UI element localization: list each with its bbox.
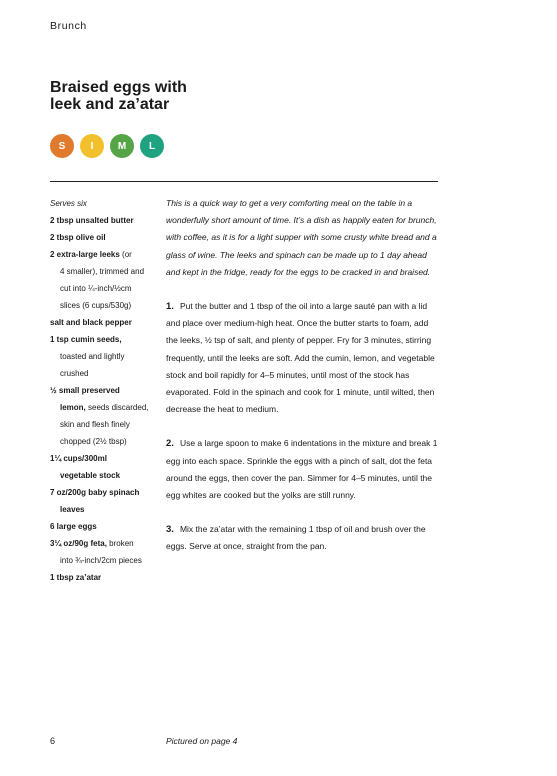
ingredient-detail-line: slices (6 cups/530g)	[60, 301, 132, 310]
ingredient-item	[50, 212, 160, 229]
method-step	[166, 298, 442, 418]
badge-m: M	[110, 134, 134, 158]
ingredient-name: 3¼ oz/90g feta,	[50, 539, 107, 548]
recipe-intro: This is a quick way to get a very comforting meal on the table in a wonderfully short amount of time. It’s a dish as happily eaten for brunch, with coffee, as it is for a light supper with some crusty white bread and a glass of wine. The leeks and spinach can be made up to 1 day ahead and kept in the fridge, ready for the eggs to be cracked in and braised.	[166, 198, 437, 277]
recipe-title-line-1: Braised eggs with	[50, 79, 187, 96]
ingredient-name: ½ small preserved	[50, 386, 120, 395]
ingredient-detail-line: toasted and lightly	[60, 352, 125, 361]
page-number: 6	[50, 736, 56, 746]
ingredient-detail-line: crushed	[60, 369, 89, 378]
method-step	[166, 521, 442, 555]
ingredient-name: leaves	[60, 505, 85, 514]
ingredient-detail-line: chopped (2½ tbsp)	[60, 437, 127, 446]
ingredient-name: lemon,	[60, 403, 86, 412]
badge-l: L	[140, 134, 164, 158]
ingredient-item	[50, 518, 160, 535]
pictured-on-note: Pictured on page 4	[166, 736, 238, 746]
ingredient-item	[50, 535, 160, 569]
divider-rule	[50, 181, 438, 182]
dietary-badges	[50, 134, 164, 158]
step-text: Use a large spoon to make 6 indentations in the mixture and break 1 egg into each space. Sprinkle the eggs with a pinch of salt, dot the feta around the eggs, then cover the pan. Simmer for 4–5 minutes, until the egg whites are cooked but the yolks are still runny.	[166, 438, 438, 501]
ingredient-item	[50, 399, 160, 450]
recipe-title-line-2: leek and za’atar	[50, 96, 170, 113]
ingredient-name: salt and black pepper	[50, 318, 132, 327]
ingredient-name: 1 tsp cumin seeds,	[50, 335, 122, 344]
step-text: Put the butter and 1 tbsp of the oil into a large sauté pan with a lid and place over medium-high heat. Once the butter starts to foam, add the leeks, ½ tsp of salt, and plenty of pepper. Fry for 3 minutes, stirring frequently, until the leeks are soft. Add the cumin, lemon, and vegetable stock and boil rapidly for 4–5 minutes, until most of the stock has evaporated. Fold in the spinach and cook for 1 minute, until wilted, then decrease the heat to medium.	[166, 301, 435, 415]
badge-s: S	[50, 134, 74, 158]
step-text: Mix the za’atar with the remaining 1 tbsp of oil and brush over the eggs. Serve at once, straight from the pan.	[166, 524, 426, 552]
ingredient-detail-line: 4 smaller), trimmed and	[60, 267, 145, 276]
badge-i: I	[80, 134, 104, 158]
ingredient-name: 2 extra-large leeks	[50, 250, 120, 259]
ingredient-item	[50, 569, 160, 586]
ingredient-detail-line: skin and flesh finely	[60, 420, 130, 429]
ingredient-item	[50, 501, 160, 518]
ingredient-name: 1 tbsp za’atar	[50, 573, 102, 582]
ingredient-item	[50, 246, 160, 314]
ingredient-item	[50, 314, 160, 331]
ingredient-name: 2 tbsp olive oil	[50, 233, 106, 242]
ingredient-detail-line: cut into ¼-inch/½cm	[60, 284, 132, 293]
ingredient-item	[50, 484, 160, 501]
serves-text: Serves six	[50, 199, 87, 208]
recipe-title	[50, 79, 370, 113]
ingredient-detail: broken	[106, 539, 134, 548]
ingredient-item	[50, 450, 160, 467]
ingredient-name: 6 large eggs	[50, 522, 97, 531]
ingredient-name: 1¼ cups/300ml	[50, 454, 107, 463]
section-label: Brunch	[50, 20, 87, 32]
method-column	[166, 195, 442, 573]
ingredient-item	[50, 467, 160, 484]
ingredient-item	[50, 382, 160, 399]
method-step	[166, 435, 442, 504]
ingredient-item	[50, 229, 160, 246]
ingredient-detail: seeds discarded,	[85, 403, 149, 412]
step-number: 2.	[166, 438, 174, 450]
ingredient-item	[50, 331, 160, 382]
ingredients-list	[50, 195, 160, 586]
ingredient-name: 7 oz/200g baby spinach	[50, 488, 140, 497]
step-number: 1.	[166, 301, 174, 313]
step-number: 3.	[166, 524, 174, 536]
ingredient-name: 2 tbsp unsalted butter	[50, 216, 134, 225]
ingredient-detail: (or	[119, 250, 132, 259]
ingredient-detail-line: into ¾-inch/2cm pieces	[60, 556, 142, 565]
ingredient-name: vegetable stock	[60, 471, 121, 480]
